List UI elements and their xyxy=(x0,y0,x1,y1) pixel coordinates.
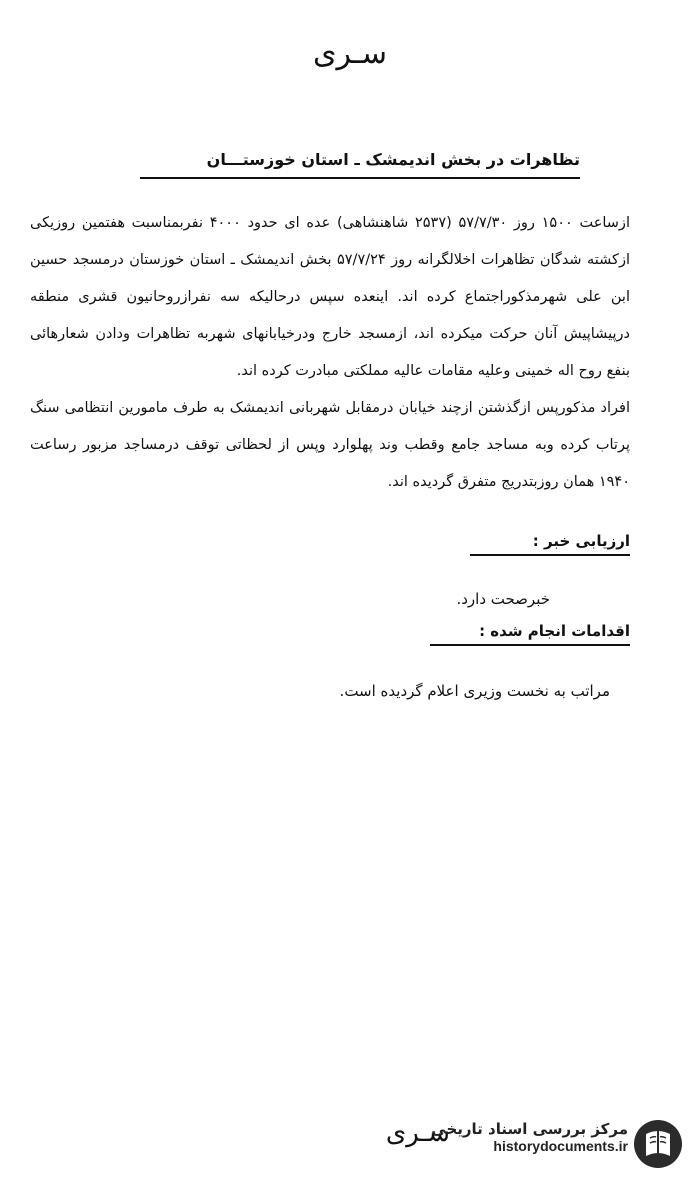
classification-header: سـری xyxy=(313,36,387,71)
document-body xyxy=(30,205,630,501)
actions-label xyxy=(430,622,630,646)
body-paragraph-2: افراد مذکورپس ازگذشتن ازچند خیابان درمقابل شهربانی اندیمشک به طرف مامورین انتظامی سنگ پرتاب کرده وبه مساجد جامع وقطب وند پهلوارد وپس از لحظاتی توقف درمساجد مزبور رساعت ۱۹۴۰ همان روزبتدریج متفرق گردیده اند. xyxy=(30,400,630,490)
book-logo-icon xyxy=(632,1118,684,1170)
actions-text: مراتب به نخست وزیری اعلام گردیده است. xyxy=(339,682,610,700)
logo-url: historydocuments.ir xyxy=(493,1138,628,1154)
actions-label-text: اقدامات انجام شده : xyxy=(479,622,630,640)
evaluation-text: خبرصحت دارد. xyxy=(456,590,550,608)
actions-underline xyxy=(430,644,630,646)
archive-watermark xyxy=(420,1118,690,1174)
classification-footer: سـری xyxy=(385,1118,450,1148)
logo-name: مرکز بررسی اسناد تاریخی xyxy=(431,1120,628,1138)
body-paragraph-1: ازساعت ۱۵۰۰ روز ۵۷/۷/۳۰ (۲۵۳۷ شاهنشاهی) عده ای حدود ۴۰۰۰ نفربمناسبت هفتمین روزیکی ازکشته شدگان تظاهرات اخلالگرانه روز ۵۷/۷/۲۴ بخش اندیمشک ـ استان خوزستان درمسجد حسین ابن علی شهرمذکوراجتماع کرده اند. اینعده سپس درحالیکه سه نفرازروحانیون قشری منطقه درپیشاپیش آنان حرکت میکرده اند، ازمسجد خارج ودرخیابانهای شهربه تظاهرات ودادن شعارهائی بنفع روح اله خمینی وعلیه مقامات عالیه مملکتی مبادرت کرده اند. xyxy=(30,215,630,379)
evaluation-label xyxy=(470,532,630,556)
logo-text xyxy=(431,1120,628,1154)
evaluation-label-text: ارزیابی خبر : xyxy=(532,532,630,550)
evaluation-underline xyxy=(470,554,630,556)
document-subject: تظاهرات در بخش اندیمشک ـ استان خوزستـــان xyxy=(140,150,580,179)
